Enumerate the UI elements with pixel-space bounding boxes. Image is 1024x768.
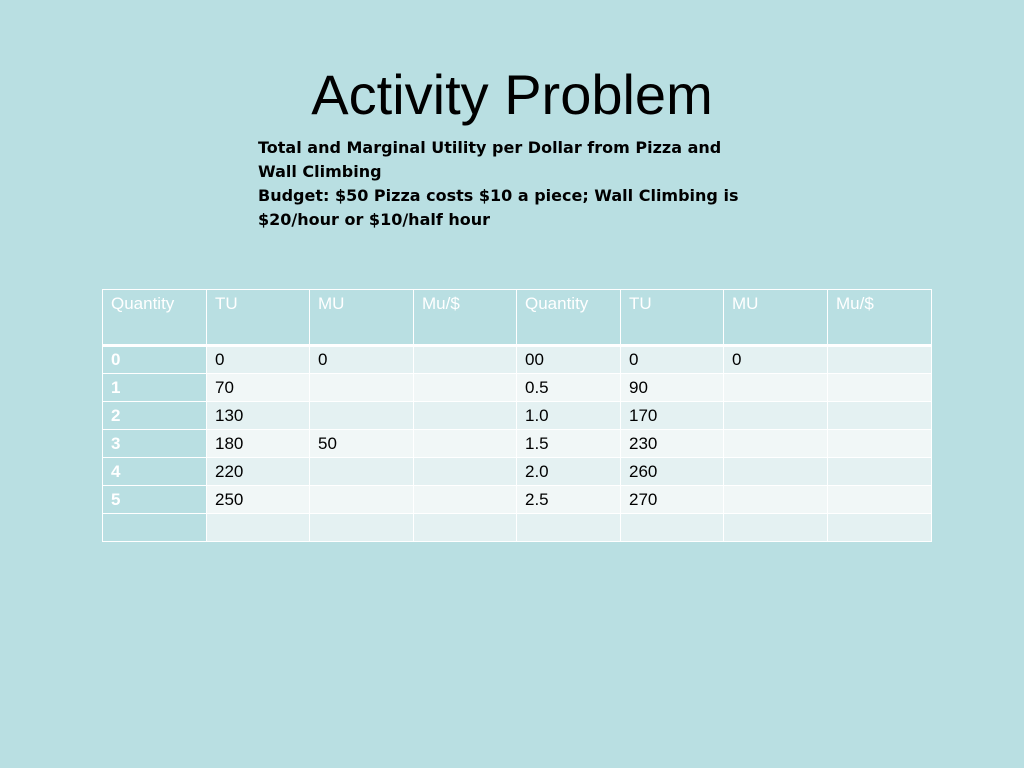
table-cell: 1.0	[517, 402, 621, 430]
table-cell: 1	[103, 374, 207, 402]
table-cell	[517, 514, 621, 542]
table-cell: 3	[103, 430, 207, 458]
table-cell: 2.5	[517, 486, 621, 514]
table-cell	[310, 486, 414, 514]
table-row	[103, 402, 932, 430]
header-tu: TU	[207, 290, 310, 346]
table-row	[103, 374, 932, 402]
table-cell: 2.0	[517, 458, 621, 486]
table-header-row	[103, 290, 932, 346]
header-tu-2: TU	[621, 290, 724, 346]
table-cell: 0	[207, 346, 310, 374]
table-cell: 220	[207, 458, 310, 486]
table-cell: 0.5	[517, 374, 621, 402]
table-cell: 50	[310, 430, 414, 458]
table-cell	[310, 458, 414, 486]
header-mu-per-dollar-2: Mu/$	[828, 290, 932, 346]
table-cell: 90	[621, 374, 724, 402]
table-cell	[828, 458, 932, 486]
table-cell: 230	[621, 430, 724, 458]
table-cell	[414, 430, 517, 458]
table-cell	[414, 458, 517, 486]
table-cell	[724, 514, 828, 542]
table-cell	[310, 514, 414, 542]
table-cell	[310, 402, 414, 430]
table-row	[103, 486, 932, 514]
table-cell	[828, 486, 932, 514]
header-quantity: Quantity	[103, 290, 207, 346]
table-cell	[103, 514, 207, 542]
table-cell	[828, 374, 932, 402]
table-row	[103, 458, 932, 486]
header-mu: MU	[310, 290, 414, 346]
table-cell: 1.5	[517, 430, 621, 458]
table-cell: 130	[207, 402, 310, 430]
utility-table	[102, 289, 932, 542]
table-cell: 00	[517, 346, 621, 374]
header-mu-2: MU	[724, 290, 828, 346]
table-cell: 270	[621, 486, 724, 514]
table-cell: 0	[103, 346, 207, 374]
table-cell	[724, 486, 828, 514]
table-cell: 250	[207, 486, 310, 514]
table-cell: 70	[207, 374, 310, 402]
table-cell	[621, 514, 724, 542]
table-cell	[828, 402, 932, 430]
table-cell	[724, 402, 828, 430]
table-cell: 4	[103, 458, 207, 486]
table-cell	[414, 374, 517, 402]
table-cell	[828, 430, 932, 458]
table-cell	[310, 374, 414, 402]
slide-subtitle	[258, 136, 748, 232]
table-cell: 180	[207, 430, 310, 458]
table-row	[103, 430, 932, 458]
table-cell	[414, 402, 517, 430]
table-cell: 0	[724, 346, 828, 374]
header-quantity-2: Quantity	[517, 290, 621, 346]
table-cell	[828, 514, 932, 542]
table-cell: 2	[103, 402, 207, 430]
subtitle-line: Budget: $50 Pizza costs $10 a piece; Wall Climbing is $20/hour or $10/half hour	[258, 186, 739, 229]
table-cell	[724, 374, 828, 402]
table-cell	[724, 430, 828, 458]
table-cell: 5	[103, 486, 207, 514]
table-cell	[414, 486, 517, 514]
table-cell	[207, 514, 310, 542]
table-row	[103, 346, 932, 374]
table-row	[103, 514, 932, 542]
subtitle-line: Total and Marginal Utility per Dollar from Pizza and Wall Climbing	[258, 138, 722, 181]
slide-title: Activity Problem	[311, 63, 713, 126]
table-cell	[414, 514, 517, 542]
table-cell: 0	[621, 346, 724, 374]
table-cell	[724, 458, 828, 486]
header-mu-per-dollar: Mu/$	[414, 290, 517, 346]
table-cell	[414, 346, 517, 374]
table-cell: 260	[621, 458, 724, 486]
table-cell	[828, 346, 932, 374]
table-cell: 0	[310, 346, 414, 374]
table-cell: 170	[621, 402, 724, 430]
